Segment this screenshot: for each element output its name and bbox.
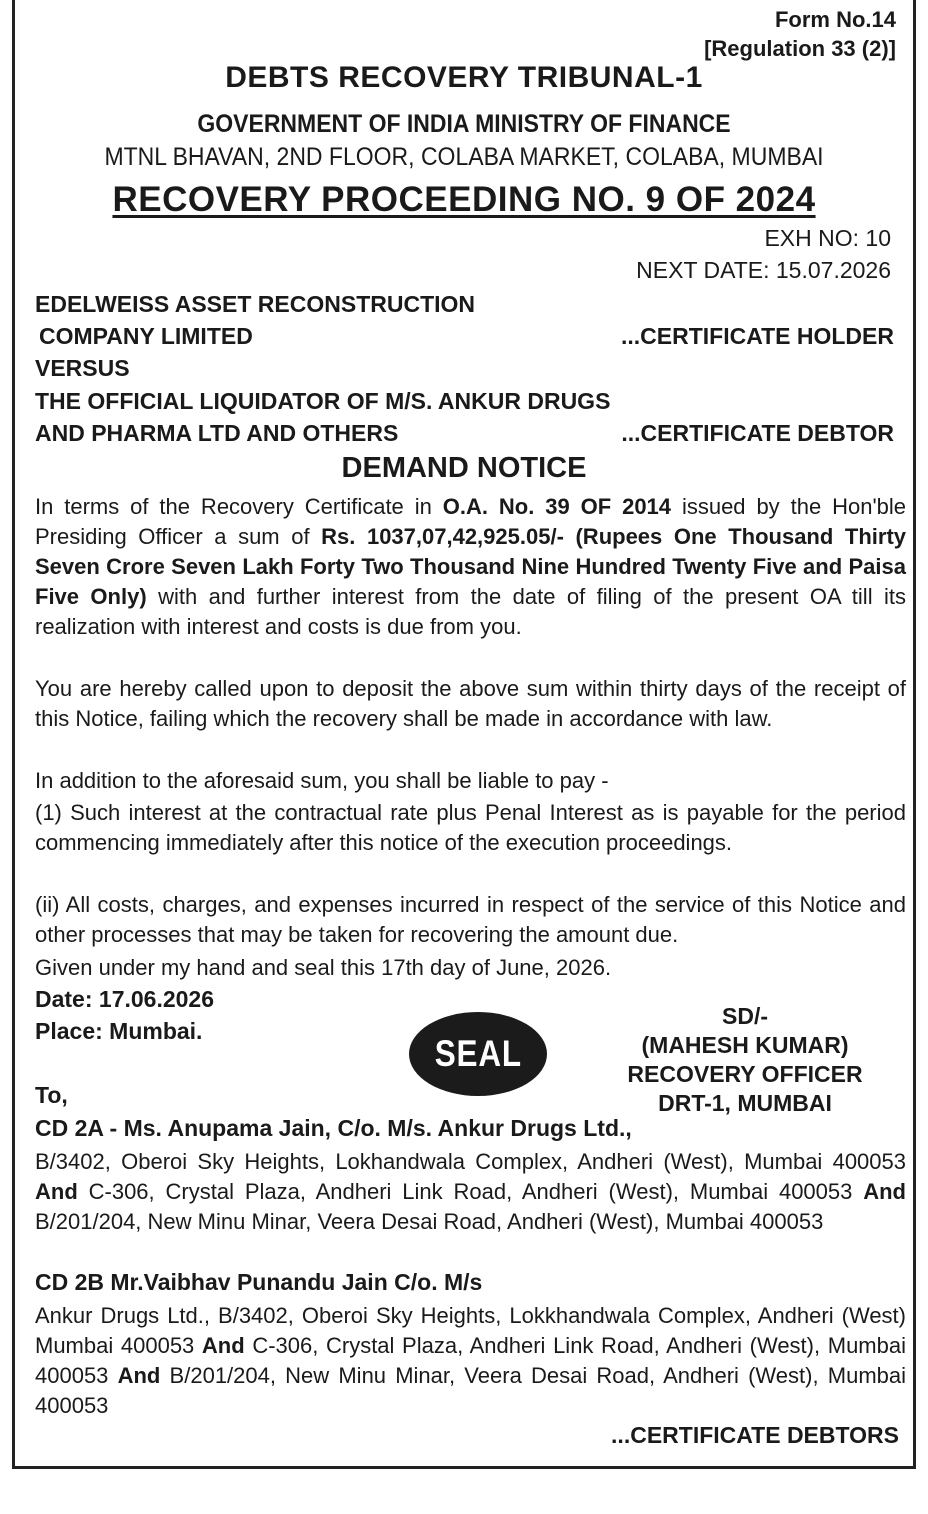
notice-paragraph-2: You are hereby called upon to deposit the above sum within thirty days of the receipt of this Notice, failing which the recovery shall be made in accordance with law. — [35, 676, 906, 731]
signature-block — [605, 1002, 885, 1118]
form-number — [704, 5, 896, 63]
debtor-name-line1: THE OFFICIAL LIQUIDATOR OF M/S. ANKUR DRUGS — [35, 388, 611, 414]
ministry-name: GOVERNMENT OF INDIA MINISTRY OF FINANCE — [197, 110, 731, 138]
cd2b-address-c: B/201/204, New Minu Minar, Veera Desai Road, Andheri (West), Mumbai 400053 — [35, 1363, 907, 1418]
notice-date: Date: 17.06.2026 — [35, 986, 215, 1012]
cd2b-address-b: C-306, Crystal Plaza, Andheri Link Road, Andheri (West), Mumbai 400053 — [35, 1333, 906, 1388]
debtor-role: ...CERTIFICATE DEBTOR — [621, 420, 894, 446]
signed-mark: SD/- — [722, 1003, 768, 1029]
demand-amount: Rs. 1037,07,42,925.05/- (Rupees One Thousand Thirty Seven Crore Seven Lakh Forty Two Thousand Nine Hundred Twenty Five and Paisa Five Only) — [35, 524, 907, 609]
notice-title: DEMAND NOTICE — [341, 452, 587, 484]
cd2a-address-a: B/3402, Oberoi Sky Heights, Lokhandwala Complex, Andheri (West), Mumbai 400053 — [35, 1149, 906, 1174]
cd2a-address-c: B/201/204, New Minu Minar, Veera Desai Road, Andheri (West), Mumbai 400053 — [35, 1209, 824, 1234]
cd2b-address — [35, 1301, 906, 1421]
form-no-text: Form No.14 — [774, 7, 896, 32]
proceeding-number: RECOVERY PROCEEDING NO. 9 OF 2024 — [112, 180, 816, 219]
cd2a-address-b: C-306, Crystal Plaza, Andheri Link Road, Andheri (West), Mumbai 400053 — [77, 1179, 864, 1204]
tribunal-name: DEBTS RECOVERY TRIBUNAL-1 — [225, 61, 703, 94]
cd2b-address-a: Ankur Drugs Ltd., B/3402, Oberoi Sky Heights, Lokkhandwala Complex, Andheri (West) Mumbai 400053 — [35, 1303, 906, 1358]
officer-office: DRT-1, MUMBAI — [658, 1090, 832, 1116]
holder-name-line1: EDELWEISS ASSET RECONSTRUCTION — [35, 291, 476, 317]
cd2b-and-1: And — [201, 1333, 245, 1358]
notice-paragraph-6: Given under my hand and seal this 17th day of June, 2026. — [35, 955, 612, 980]
p1-text-b: issued by the Hon'ble Presiding Officer a sum of — [35, 494, 907, 549]
notice-paragraph-5: (ii) All costs, charges, and expenses incurred in respect of the service of this Notice and other processes that may be taken for recovering the amount due. — [35, 892, 906, 947]
p1-text-c: with and further interest from the date of filing of the present OA till its realization with interest and costs is due from you. — [35, 584, 906, 639]
notice-paragraph-4: (1) Such interest at the contractual rate plus Penal Interest as is payable for the period commencing immediately after this notice of the execution proceedings. — [35, 800, 906, 855]
seal-stamp — [409, 1012, 547, 1096]
oa-number: O.A. No. 39 OF 2014 — [442, 494, 672, 519]
regulation-text: [Regulation 33 (2)] — [704, 36, 896, 61]
cd2b-and-2: And — [117, 1363, 161, 1388]
officer-name: (MAHESH KUMAR) — [641, 1032, 849, 1058]
holder-role: ...CERTIFICATE HOLDER — [620, 323, 894, 349]
notice-paragraph-1 — [35, 492, 906, 642]
cd2a-and-2: And — [863, 1179, 906, 1204]
tribunal-address: MTNL BHAVAN, 2ND FLOOR, COLABA MARKET, COLABA, MUMBAI — [104, 143, 824, 171]
cd2a-and-1: And — [35, 1179, 78, 1204]
cd2b-heading: CD 2B Mr.Vaibhav Punandu Jain C/o. M/s — [35, 1269, 483, 1295]
officer-title: RECOVERY OFFICER — [627, 1061, 863, 1087]
cd2a-address — [35, 1147, 906, 1237]
holder-name-line2: COMPANY LIMITED — [39, 323, 253, 349]
notice-paragraph-3: In addition to the aforesaid sum, you shall be liable to pay - — [35, 768, 609, 793]
notice-place: Place: Mumbai. — [35, 1018, 203, 1044]
exhibit-number: EXH NO: 10 — [764, 225, 891, 251]
certificate-debtors-closing: ...CERTIFICATE DEBTORS — [611, 1422, 899, 1448]
next-date: NEXT DATE: 15.07.2026 — [636, 257, 891, 283]
demand-notice — [12, 0, 916, 1469]
cd2a-heading: CD 2A - Ms. Anupama Jain, C/o. M/s. Ankur Drugs Ltd., — [35, 1115, 632, 1141]
seal-text: SEAL — [434, 1033, 522, 1074]
p1-text-a: In terms of the Recovery Certificate in — [35, 494, 443, 519]
debtor-name-line2: AND PHARMA LTD AND OTHERS — [35, 420, 399, 446]
to-label: To, — [35, 1082, 68, 1108]
versus-label: VERSUS — [35, 355, 130, 381]
